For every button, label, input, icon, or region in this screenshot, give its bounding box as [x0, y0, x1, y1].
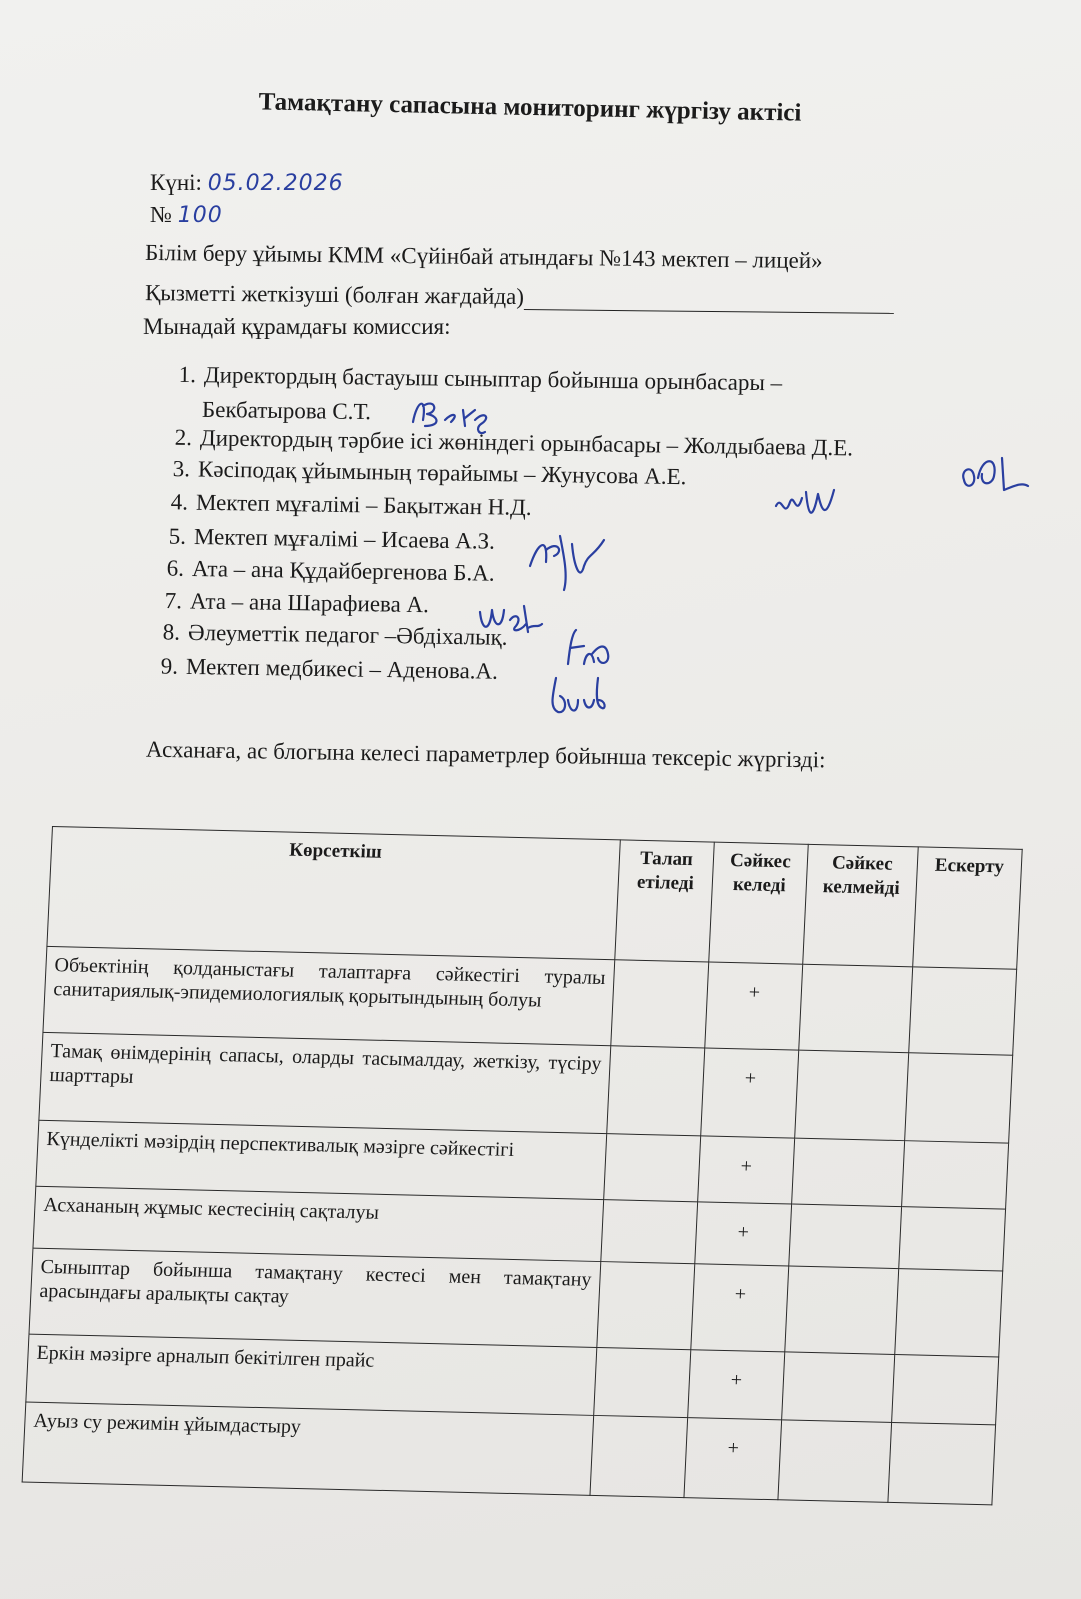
compliant-cell: +: [701, 1048, 799, 1138]
signature-7: [546, 670, 612, 724]
number-line: [150, 202, 223, 228]
noncompliant-cell: [778, 1420, 892, 1503]
member-item-5: [152, 523, 495, 554]
note-cell: [899, 1207, 1006, 1271]
member-text: Ата – ана Құдайбергенова Б.А.: [191, 555, 495, 586]
member-item-2: [158, 425, 853, 462]
noncompliant-cell: [785, 1266, 899, 1355]
check-intro: Асханаға, ас блогына келесі параметрлер бойынша тексеріс жүргізді:: [145, 736, 826, 773]
required-cell: [611, 960, 709, 1048]
note-cell: [909, 967, 1017, 1055]
required-cell: [594, 1347, 691, 1417]
required-cell: [607, 1046, 705, 1136]
member-item-6: [150, 555, 495, 586]
compliant-cell: +: [698, 1136, 795, 1204]
member-item-4: [154, 489, 532, 521]
noncompliant-cell: [789, 1204, 902, 1269]
member-text: Әлеуметтік педагог –Әбдіхалық.: [187, 619, 508, 650]
signature-5: [476, 598, 546, 638]
member-text: Директордың бастауыш сыныптар бойынша орынбасары –: [203, 362, 783, 396]
member-item-9: [144, 653, 498, 685]
inspection-table: [22, 826, 1023, 1505]
indicator-cell: Күнделікті мәзірдің перспективалық мәзірге сәйкестігі: [36, 1120, 607, 1199]
header-indicator: Көрсеткіш: [47, 827, 620, 960]
inspection-table-wrapper: [22, 826, 1022, 1505]
date-line: [150, 170, 344, 196]
required-cell: [601, 1200, 698, 1264]
compliant-cell: +: [691, 1264, 789, 1352]
member-text: Кәсіподақ ұйымының төрайымы – Жунусова А.Е.: [197, 456, 687, 490]
noncompliant-cell: [799, 964, 913, 1053]
required-cell: [597, 1262, 695, 1350]
signature-3: [772, 484, 842, 530]
required-cell: [590, 1415, 688, 1497]
member-text: Мектеп медбикесі – Аденова.А.: [185, 653, 499, 684]
indicator-cell: Еркін мәзірге арналып бекітілген прайс: [26, 1334, 597, 1415]
signature-6: [562, 624, 616, 674]
member-number: 5.: [168, 523, 187, 549]
compliant-cell: +: [705, 962, 803, 1050]
required-cell: [604, 1134, 701, 1202]
header-compliant: Сәйкес келеді: [709, 842, 809, 964]
note-cell: [888, 1422, 996, 1504]
member-number: 1.: [178, 361, 197, 388]
compliant-cell: +: [684, 1418, 782, 1500]
organization-line: Білім беру ұйымы КММ «Сүйінбай атындағы №143 мектеп – лицей»: [144, 239, 823, 274]
signature-2: [958, 446, 1038, 500]
member-number: 6.: [166, 555, 185, 581]
signature-4: [524, 526, 610, 596]
compliant-cell: +: [688, 1350, 785, 1420]
provider-label: Қызметті жеткізуші (болған жағдайда): [144, 280, 525, 310]
noncompliant-cell: [795, 1050, 909, 1141]
table-header-row: [47, 827, 1022, 970]
date-label: Күні:: [150, 170, 202, 195]
note-cell: [902, 1141, 1009, 1209]
member-number: 7.: [164, 588, 183, 614]
member-item-3: [156, 456, 687, 490]
member-text: Мектеп мұғалімі – Бақытжан Н.Д.: [195, 489, 532, 520]
member-text: Директордың тәрбие ісі жөніндегі орынбасары – Жолдыбаева Д.Е.: [199, 425, 854, 461]
header-required: Талап етіледі: [615, 840, 715, 962]
indicator-cell: Ауыз су режимін ұйымдастыру: [22, 1402, 594, 1495]
noncompliant-cell: [782, 1352, 895, 1423]
member-number: 8.: [162, 619, 181, 645]
number-value: 100: [177, 203, 223, 228]
indicator-cell: Объектінің қолданыстағы талаптарға сәйкестігі туралы санитариялық-эпидемиологиялық қорытындының болуы: [43, 946, 615, 1045]
commission-label: Мынадай құрамдағы комиссия:: [143, 314, 451, 339]
note-cell: [895, 1269, 1003, 1357]
document-title: Тамақтану сапасына мониторинг жүргізу актісі: [258, 88, 802, 127]
provider-line: [145, 280, 894, 314]
member-item-1-cont: Бекбатырова С.Т.: [201, 396, 372, 425]
provider-blank-line: [524, 289, 894, 314]
indicator-cell: Тамақ өнімдерінің сапасы, оларды тасымалдау, жеткізу, түсіру шарттары: [39, 1032, 611, 1133]
header-noncompliant: Сәйкес келмейді: [803, 844, 919, 966]
member-number: 9.: [160, 653, 179, 679]
member-text: Ата – ана Шарафиева А.: [189, 588, 430, 618]
date-value: 05.02.2026: [207, 171, 344, 196]
member-number: 2.: [174, 424, 193, 451]
header-note: Ескерту: [913, 847, 1023, 969]
compliant-cell: +: [695, 1202, 792, 1266]
noncompliant-cell: [792, 1138, 905, 1207]
signature-1: [405, 392, 495, 440]
member-text: Мектеп мұғалімі – Исаева А.З.: [193, 523, 496, 554]
member-item-8: [146, 619, 508, 651]
note-cell: [905, 1053, 1013, 1143]
note-cell: [892, 1355, 999, 1425]
indicator-cell: Асхананың жұмыс кестесінің сақталуы: [33, 1186, 604, 1261]
member-number: 3.: [172, 456, 191, 482]
member-item-7: [148, 588, 429, 618]
indicator-cell: Сыныптар бойынша тамақтану кестесі мен тамақтану арасындағы аралықты сақтау: [29, 1248, 601, 1347]
number-label: №: [150, 202, 172, 227]
member-number: 4.: [170, 489, 189, 515]
